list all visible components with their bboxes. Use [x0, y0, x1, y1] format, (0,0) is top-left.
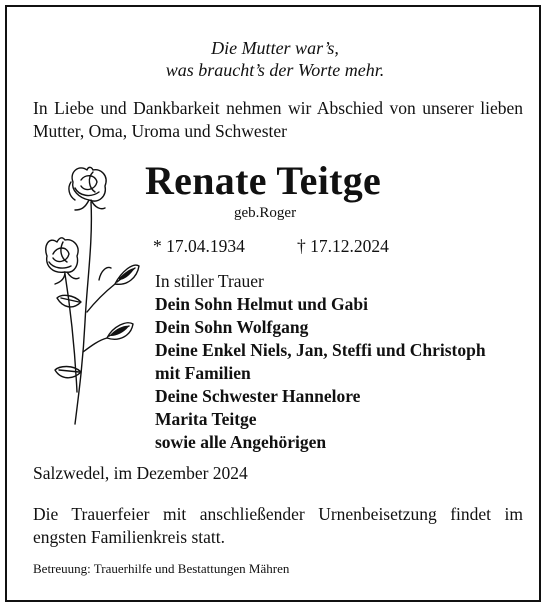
- deceased-name: Renate Teitge: [145, 158, 382, 203]
- mourner-line: Deine Schwester Hannelore: [155, 386, 361, 406]
- service-note: Die Trauerfeier mit anschließender Urnenbeisetzung findet im engsten Familienkreis statt.: [33, 504, 523, 547]
- mourner-line: Marita Teitge: [155, 409, 257, 429]
- mourners-list: [155, 270, 535, 454]
- mourner-line: Deine Enkel Niels, Jan, Steffi und Christoph: [155, 340, 486, 360]
- quote-line-1: Die Mutter war’s,: [211, 38, 339, 58]
- intro-text: In Liebe und Dankbarkeit nehmen wir Abschied von unserer lieben Mutter, Oma, Uroma und Schwester: [33, 98, 523, 141]
- death-date: † 17.12.2024: [297, 236, 389, 256]
- obituary-notice: [5, 5, 541, 602]
- place-date: Salzwedel, im Dezember 2024: [33, 463, 248, 483]
- birth-date: * 17.04.1934: [153, 236, 245, 256]
- mourner-line: sowie alle Angehörigen: [155, 432, 327, 452]
- mourners-heading: In stiller Trauer: [155, 271, 264, 291]
- quote: [7, 37, 543, 81]
- undertaker-credit: Betreuung: Trauerhilfe und Bestattungen Mähren: [33, 561, 290, 576]
- maiden-name: geb.Roger: [234, 205, 297, 221]
- quote-line-2: was braucht’s der Worte mehr.: [165, 60, 385, 80]
- rose-illustration: [35, 162, 145, 432]
- mourner-line: Dein Sohn Wolfgang: [155, 317, 309, 337]
- mourner-line: mit Familien: [155, 363, 251, 383]
- mourner-line: Dein Sohn Helmut und Gabi: [155, 294, 368, 314]
